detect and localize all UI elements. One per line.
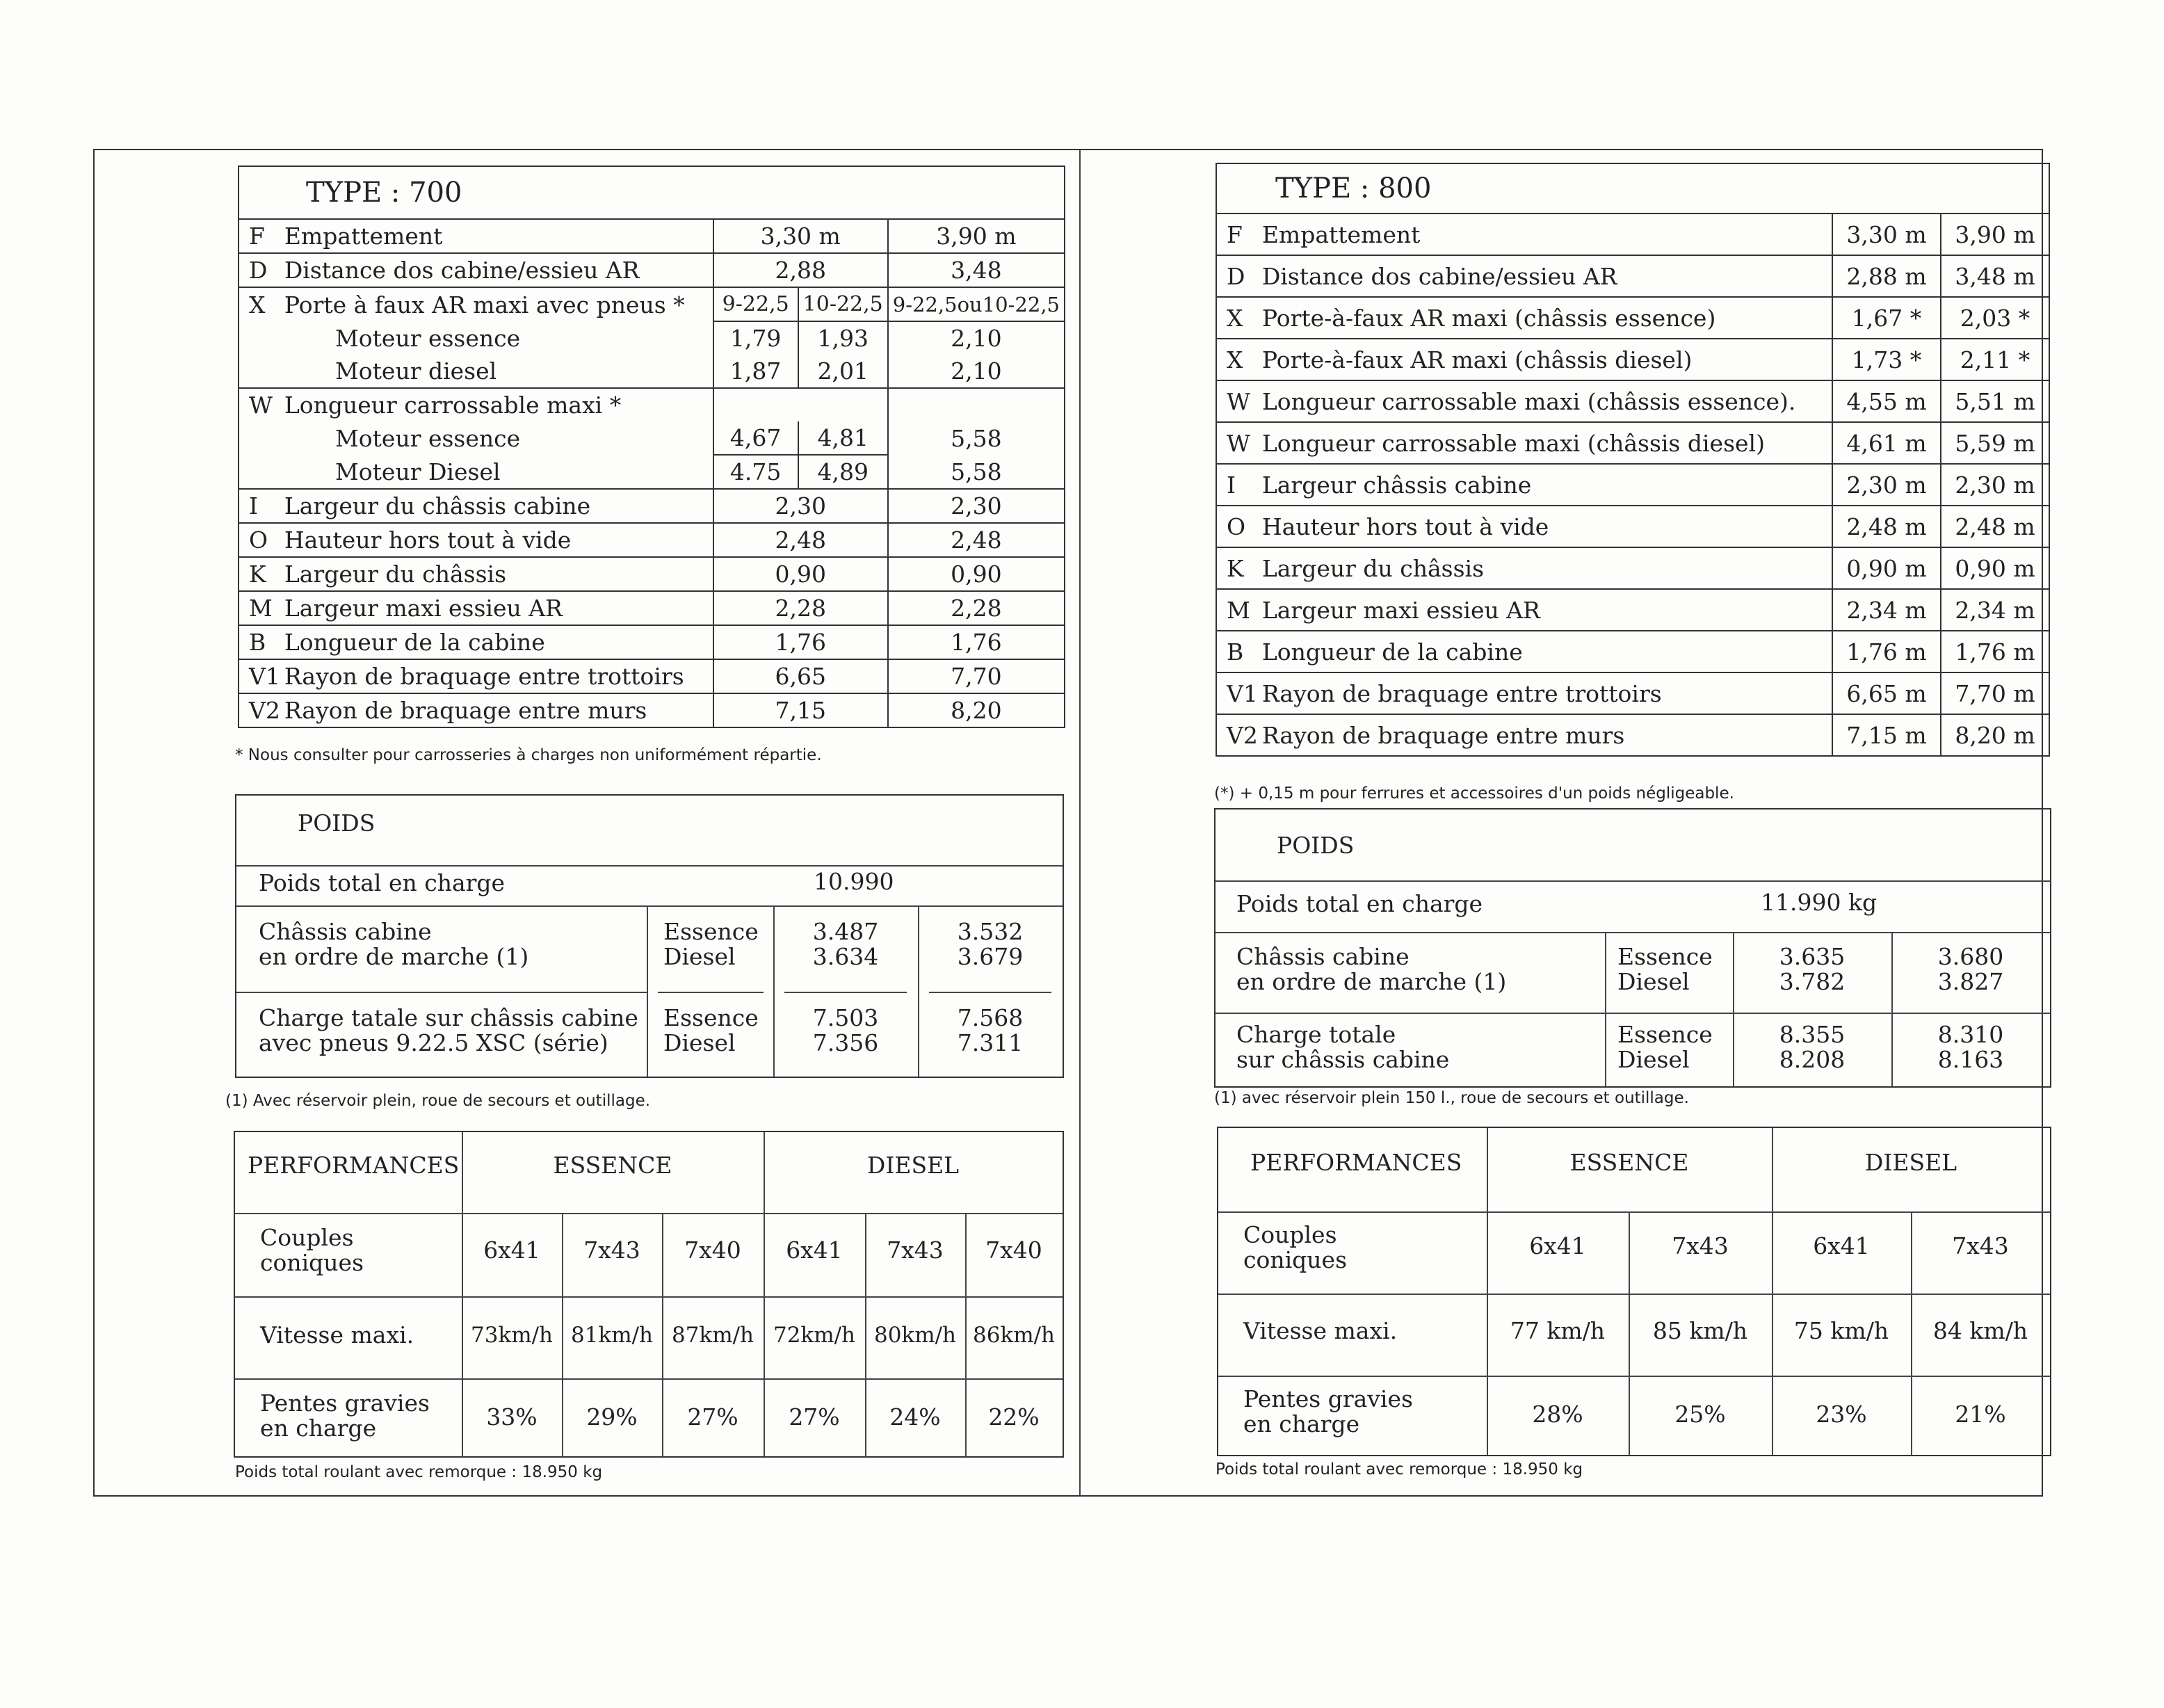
- perf-box-700: PERFORMANCES ESSENCE DIESEL Couples coniques 6x41 7x43 7x40 6x41 7x43 7x40 Vitesse maxi. 73km/h 81km/h 87km/h 72km/h 80km/h 86km/h Pentes gravies en charge 33% 29% 27% 27% 24% 22%: [234, 1131, 1064, 1458]
- poids-box-800: POIDS Poids total en charge 11.990 kg Châssis cabine en ordre de marche (1) Essence Diesel 3.635 3.782 3.680 3.827 Charge totale sur châssis cabine Essence Diesel 8.355 8.208 8.310 8.163: [1214, 808, 2051, 1088]
- table-row: X Porte-à-faux AR maxi (châssis diesel) 1,73 * 2,11 *: [1216, 339, 2049, 380]
- spec-footnote: * Nous consulter pour carrosseries à charges non uniformément répartie.: [235, 746, 822, 764]
- table-row: D Distance dos cabine/essieu AR 2,88 m 3,48 m: [1216, 255, 2049, 297]
- table-row: F Empattement 3,30 m 3,90 m: [239, 219, 1065, 253]
- spec-footnote: (*) + 0,15 m pour ferrures et accessoires d'un poids négligeable.: [1214, 784, 1734, 803]
- spec-table-800: [1216, 163, 2050, 757]
- perf-title: PERFORMANCES: [1250, 1149, 1462, 1176]
- poids-title: POIDS: [298, 809, 376, 837]
- table-row: X Porte-à-faux AR maxi (châssis essence) 1,67 * 2,03 *: [1216, 297, 2049, 339]
- table-row: O Hauteur hors tout à vide 2,48 m 2,48 m: [1216, 506, 2049, 547]
- table-row: W Longueur carrossable maxi *: [239, 388, 1065, 421]
- poids-box-700: POIDS Poids total en charge 10.990 Châssis cabine en ordre de marche (1) Essence Diesel 3.487 3.634 3.532 3.679 Charge tatale sur châssis cabine avec pneus 9.22.5 XSC (série) Essence Diesel 7.503 7.356 7.568 7.311: [235, 794, 1064, 1078]
- table-row: W Longueur carrossable maxi (châssis essence). 4,55 m 5,51 m: [1216, 380, 2049, 422]
- table-row: Moteur Diesel 4.75 4,89 5,58: [239, 455, 1065, 489]
- perf-title: PERFORMANCES: [248, 1152, 460, 1179]
- poids-title: POIDS: [1277, 832, 1355, 859]
- table-row: V1 Rayon de braquage entre trottoirs 6,65 m 7,70 m: [1216, 672, 2049, 714]
- spec-table-700: [238, 166, 1065, 728]
- table-row: Moteur essence 4,67 4,81 5,58: [239, 421, 1065, 455]
- table-row: B Longueur de la cabine 1,76 1,76: [239, 625, 1065, 659]
- poids-total-label: Poids total en charge: [259, 869, 506, 896]
- table-row: V1 Rayon de braquage entre trottoirs 6,65 7,70: [239, 659, 1065, 693]
- table-row: K Largeur du châssis 0,90 0,90: [239, 557, 1065, 591]
- table-row: M Largeur maxi essieu AR 2,28 2,28: [239, 591, 1065, 625]
- table-row: Moteur diesel 1,87 2,01 2,10: [239, 355, 1065, 388]
- table-row: Moteur essence 1,79 1,93 2,10: [239, 321, 1065, 355]
- poids-footnote: (1) Avec réservoir plein, roue de secours et outillage.: [225, 1092, 651, 1110]
- table-row: F Empattement 3,30 m 3,90 m: [1216, 214, 2049, 255]
- table-row: V2 Rayon de braquage entre murs 7,15 m 8,20 m: [1216, 714, 2049, 756]
- spec-title: TYPE : 700: [239, 166, 1065, 219]
- page-divider: [1079, 149, 1081, 1495]
- table-row: X Porte à faux AR maxi avec pneus * 9-22,5 10-22,5 9-22,5ou10-22,5: [239, 287, 1065, 321]
- table-row: V2 Rayon de braquage entre murs 7,15 8,20: [239, 693, 1065, 727]
- table-row: D Distance dos cabine/essieu AR 2,88 3,48: [239, 253, 1065, 287]
- table-row: M Largeur maxi essieu AR 2,34 m 2,34 m: [1216, 589, 2049, 631]
- spec-title: TYPE : 800: [1216, 163, 2049, 214]
- perf-box-800: PERFORMANCES ESSENCE DIESEL Couples coniques 6x41 7x43 6x41 7x43 Vitesse maxi. 77 km/h 85 km/h 75 km/h 84 km/h Pentes gravies en charge 28% 25% 23% 21%: [1217, 1127, 2051, 1456]
- poids-footnote: (1) avec réservoir plein 150 l., roue de secours et outillage.: [1214, 1089, 1689, 1107]
- perf-footnote: Poids total roulant avec remorque : 18.950 kg: [235, 1463, 603, 1481]
- table-row: I Largeur du châssis cabine 2,30 2,30: [239, 489, 1065, 523]
- perf-footnote: Poids total roulant avec remorque : 18.950 kg: [1216, 1460, 1583, 1479]
- table-row: O Hauteur hors tout à vide 2,48 2,48: [239, 523, 1065, 557]
- table-row: B Longueur de la cabine 1,76 m 1,76 m: [1216, 631, 2049, 672]
- poids-total-label: Poids total en charge: [1236, 890, 1483, 917]
- table-row: W Longueur carrossable maxi (châssis diesel) 4,61 m 5,59 m: [1216, 422, 2049, 464]
- table-row: I Largeur châssis cabine 2,30 m 2,30 m: [1216, 464, 2049, 506]
- poids-total-value: 10.990: [814, 868, 894, 895]
- table-row: K Largeur du châssis 0,90 m 0,90 m: [1216, 547, 2049, 589]
- poids-total-value: 11.990 kg: [1761, 889, 1878, 916]
